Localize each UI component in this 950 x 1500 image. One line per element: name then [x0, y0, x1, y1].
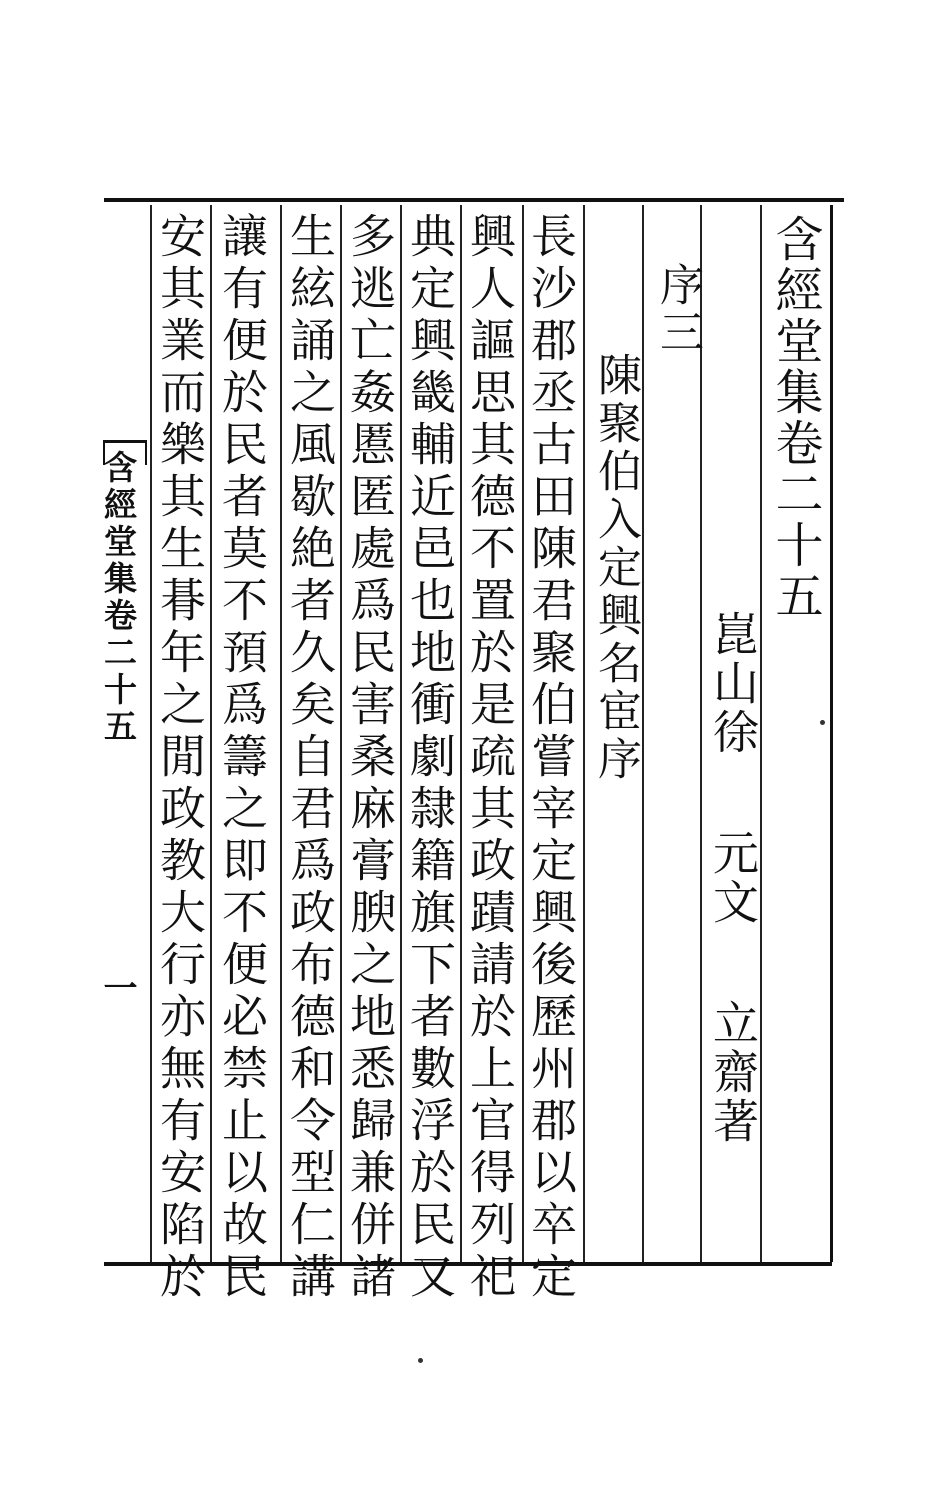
- column-rule: [460, 205, 462, 1262]
- book-title: 含經堂集卷二十五: [767, 214, 823, 622]
- column-rule: [280, 205, 282, 1262]
- ink-speck: [820, 720, 825, 725]
- body-column: 長沙郡丞古田陳君聚伯嘗宰定興後歷州郡以卒定: [524, 212, 578, 1304]
- body-column: 讓有便於民者莫不預爲籌之即不便必禁止以故民: [215, 212, 269, 1304]
- column-rule: [642, 205, 644, 1262]
- frame-top-border: [104, 198, 844, 202]
- column-rule: [210, 205, 212, 1262]
- column-rule: [340, 205, 342, 1262]
- column-rule: [700, 205, 702, 1262]
- column-rule: [400, 205, 402, 1262]
- author-name: 崑山徐: [706, 610, 760, 757]
- body-column: 興人謳思其德不置於是疏其政蹟請於上官得列祀: [463, 212, 517, 1304]
- ink-speck: [418, 1358, 423, 1363]
- author-line: [708, 610, 758, 1146]
- spine-label: 含經堂集卷二十五: [99, 450, 138, 746]
- author-given-name: 元文: [706, 829, 760, 927]
- body-column: 生絃誦之風歇絶者久矣自君爲政布德和令型仁講: [283, 212, 337, 1304]
- column-rule: [583, 205, 585, 1262]
- frame-right-border: [830, 205, 833, 1262]
- column-rule: [760, 205, 762, 1262]
- body-column: 多逃亡姦慝匿處爲民害桑麻膏腴之地悉歸兼併諸: [343, 212, 397, 1304]
- essay-title: 陳聚伯入定興名宦序: [590, 352, 641, 784]
- section-heading: 序三: [652, 262, 703, 356]
- body-column: 典定興畿輔近邑也地衝劇隸籍旗下者數浮於民又: [403, 212, 457, 1304]
- column-rule: [150, 205, 152, 1262]
- folio-number: 一: [97, 970, 137, 1004]
- author-role: 立齋著: [706, 999, 760, 1146]
- body-column: 安其業而樂其生朞年之閒政教大行亦無有安陷於: [153, 212, 207, 1304]
